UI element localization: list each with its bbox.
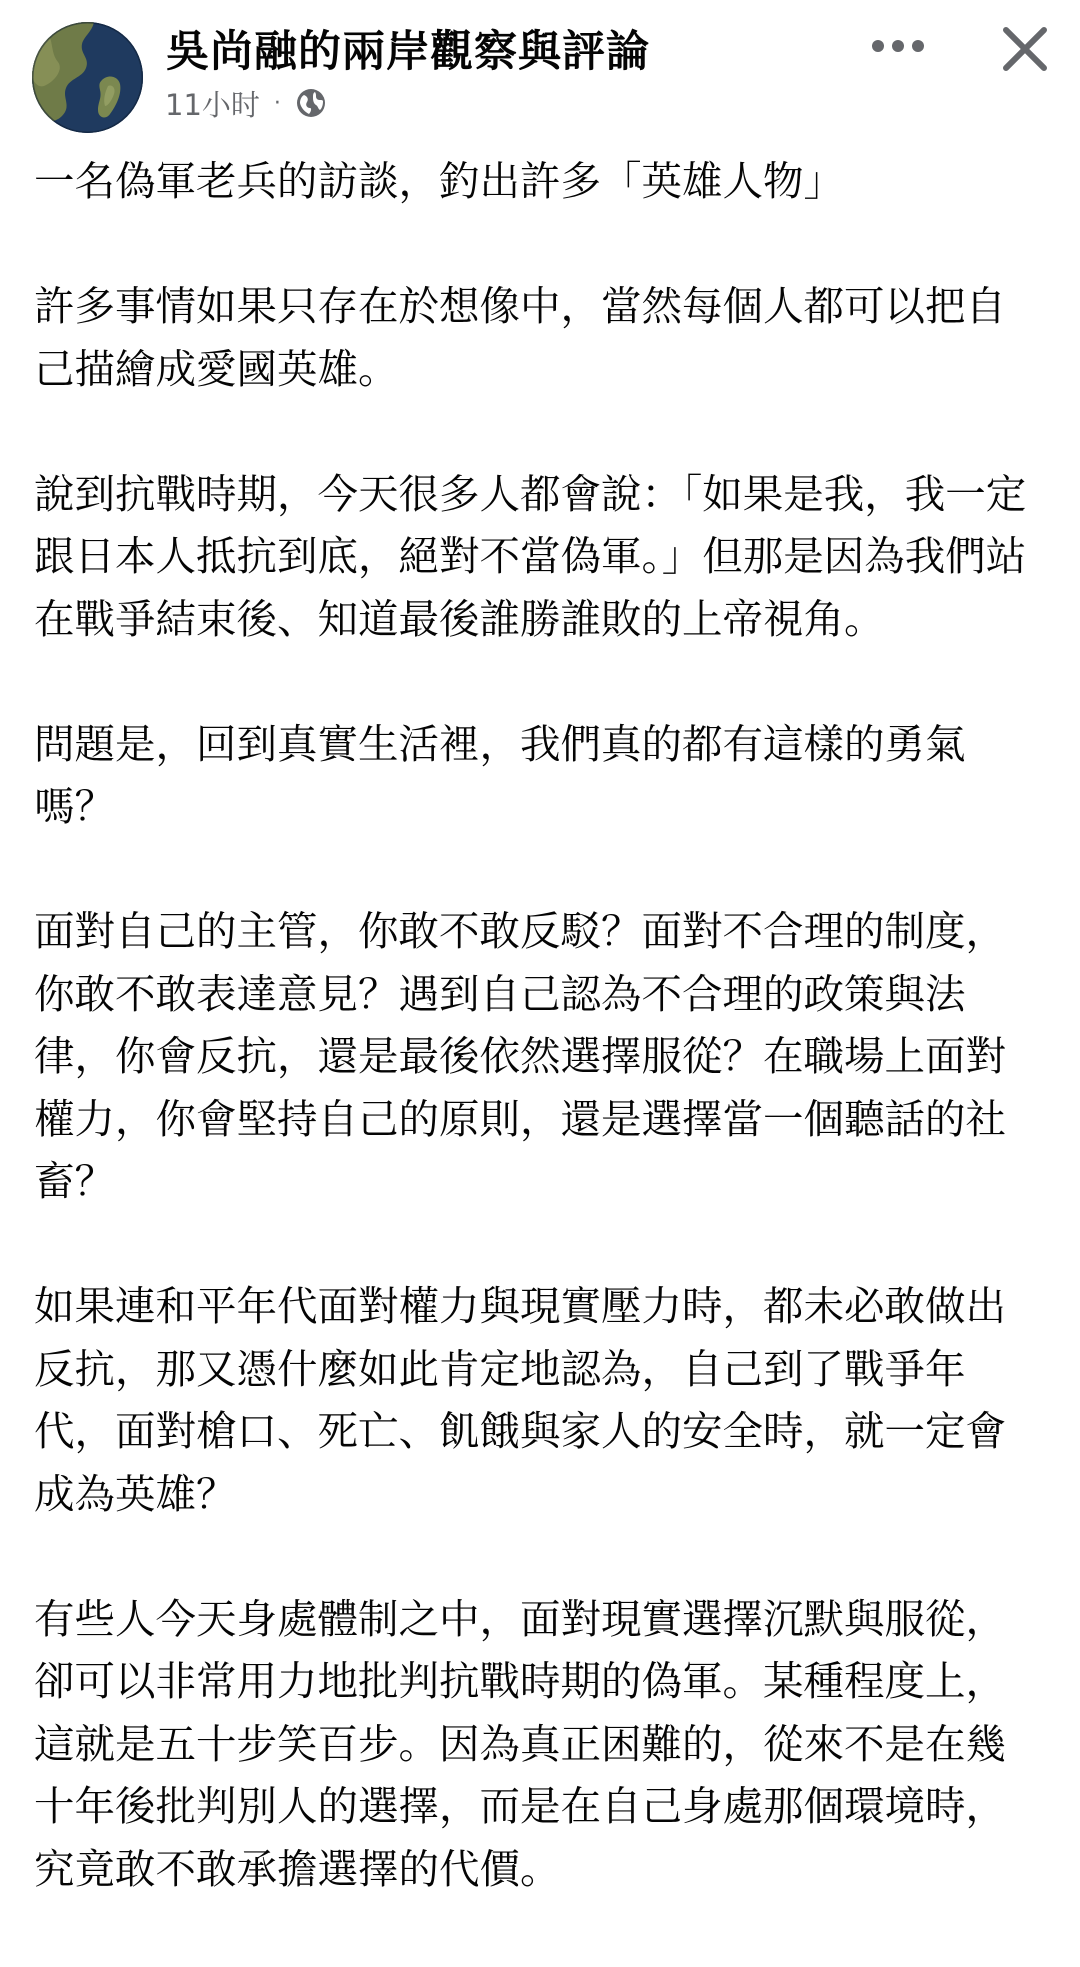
post-paragraph: 許多事情如果只存在於想像中，當然每個人都可以把自己描繪成愛國英雄。 [34,282,1006,393]
more-dots-icon [868,38,928,54]
close-button[interactable] [990,14,1060,84]
page-name[interactable]: 吳尚融的兩岸觀察與評論 [166,27,650,77]
page-avatar[interactable] [32,22,143,133]
post-paragraph: 有些人今天身處體制之中，面對現實選擇沉默與服從，卻可以非常用力地批判抗戰時期的偽軍。某種程度上，這就是五十步笑百步。因為真正困難的，從來不是在幾十年後批判別人的選擇，而是在自己身處那個環境時，究竟敢不敢承擔選擇的代價。 [34,1594,1006,1893]
post-paragraph: 面對自己的主管，你敢不敢反駁？面對不合理的制度，你敢不敢表達意見？遇到自己認為不合理的政策與法律，你會反抗，還是最後依然選擇服從？在職場上面對權力，你會堅持自己的原則，還是選擇當一個聽話的社畜？ [34,907,1006,1205]
more-options-button[interactable] [860,18,936,74]
post-header [0,0,1080,140]
post-timestamp[interactable]: 11小时 [165,87,260,122]
post-paragraph: 問題是，回到真實生活裡，我們真的都有這樣的勇氣嗎？ [34,719,966,830]
post-paragraph: 如果連和平年代面對權力與現實壓力時，都未必敢做出反抗，那又憑什麼如此肯定地認為，自己到了戰爭年代，面對槍口、死亡、飢餓與家人的安全時，就一定會成為英雄？ [34,1282,1006,1518]
meta-separator: · [273,90,281,116]
post-title-line: 一名偽軍老兵的訪談，釣出許多「英雄人物」 [34,157,844,205]
close-icon [1000,24,1050,74]
post-meta [165,83,327,123]
map-avatar [32,22,143,133]
globe-icon[interactable] [295,87,327,119]
post-body [34,150,1046,1900]
post-paragraph: 說到抗戰時期，今天很多人都會說：「如果是我，我一定跟日本人抵抗到底，絕對不當偽軍。」但那是因為我們站在戰爭結束後、知道最後誰勝誰敗的上帝視角。 [34,469,1027,643]
